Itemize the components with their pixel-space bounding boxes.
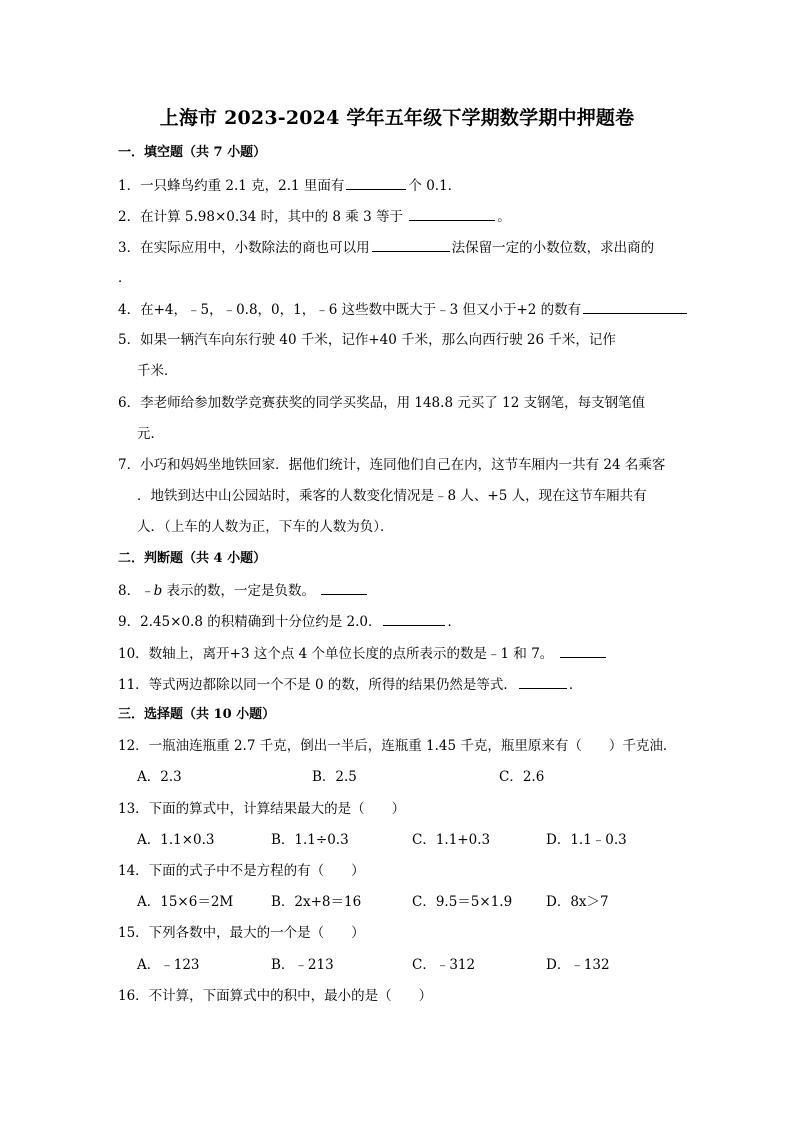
section-judge-heading: 二．判断题（共 4 小题） — [118, 551, 267, 566]
option-14-c[interactable]: C．9.5＝5×1.9 — [412, 894, 513, 910]
question-8: 8．﹣b 表示的数，一定是负数。 — [118, 581, 369, 600]
option-14-a[interactable]: A．15×6＝2M — [137, 894, 234, 910]
question-7-continued: ．地铁到达中山公园站时，乘客的人数变化情况是﹣8 人、+5 人，现在这节车厢共有 — [137, 488, 647, 504]
answer-blank[interactable] — [321, 581, 367, 595]
answer-blank[interactable] — [372, 238, 450, 252]
question-7-continued-2: 人．（上车的人数为正，下车的人数为负）． — [137, 519, 394, 535]
option-12-c[interactable]: C．2.6 — [499, 769, 545, 785]
answer-blank[interactable] — [409, 207, 495, 221]
answer-blank[interactable] — [383, 612, 445, 626]
option-13-b[interactable]: B．1.1÷0.3 — [271, 832, 349, 848]
question-3-continued: ． — [118, 270, 132, 286]
option-15-c[interactable]: C．﹣312 — [412, 957, 476, 973]
option-14-b[interactable]: B．2x+8＝16 — [271, 894, 362, 910]
answer-blank[interactable] — [346, 176, 406, 190]
option-12-b[interactable]: B．2.5 — [312, 769, 357, 785]
question-16: 16．不计算，下面算式中的积中，最小的是（ ） — [118, 988, 433, 1004]
question-2: 2．在计算 5.98×0.34 时，其中的 8 乘 3 等于 。 — [118, 209, 511, 225]
answer-blank[interactable] — [560, 644, 606, 658]
question-14: 14．下面的式子中不是方程的有（ ） — [118, 863, 365, 879]
section-fill-heading: 一．填空题（共 7 小题） — [118, 145, 267, 160]
question-12: 12．一瓶油连瓶重 2.7 千克，倒出一半后，连瓶重 1.45 千克，瓶里原来有（ ）千克油． — [118, 738, 677, 754]
question-4: 4．在+4，﹣5，﹣0.8，0，1，﹣6 这些数中既大于﹣3 但又小于+2 的数有 — [118, 300, 689, 319]
question-1: 1．一只蜂鸟约重 2.1 克，2.1 里面有 个 0.1． — [118, 178, 462, 194]
question-5: 5．如果一辆汽车向东行驶 40 千米，记作+40 千米，那么向西行驶 26 千米，记作 — [118, 332, 616, 348]
option-13-d[interactable]: D．1.1﹣0.3 — [546, 832, 627, 848]
question-11: 11．等式两边都除以同一个不是 0 的数，所得的结果仍然是等式． ． — [118, 677, 583, 693]
option-14-d[interactable]: D．8x＞7 — [546, 894, 609, 910]
option-13-c[interactable]: C．1.1+0.3 — [412, 832, 491, 848]
question-5-continued: 千米． — [137, 363, 178, 379]
question-10: 10．数轴上，离开+3 这个点 4 个单位长度的点所表示的数是﹣1 和 7。 — [118, 644, 608, 663]
question-3: 3．在实际应用中，小数除法的商也可以用 法保留一定的小数位数，求出商的 — [118, 240, 655, 256]
option-15-a[interactable]: A．﹣123 — [137, 957, 200, 973]
question-7: 7．小巧和妈妈坐地铁回家．据他们统计，连同他们自己在内，这节车厢内一共有 24 名乘客 — [118, 457, 666, 473]
answer-blank[interactable] — [519, 675, 567, 689]
option-12-a[interactable]: A．2.3 — [137, 769, 182, 785]
answer-blank[interactable] — [583, 300, 687, 314]
question-6: 6．李老师给参加数学竞赛获奖的同学买奖品，用 148.8 元买了 12 支钢笔，每支钢笔值 — [118, 395, 646, 411]
option-15-d[interactable]: D．﹣132 — [546, 957, 610, 973]
question-13: 13．下面的算式中，计算结果最大的是（ ） — [118, 801, 406, 817]
page-title: 上海市 2023-2024 学年五年级下学期数学期中押题卷 — [159, 107, 635, 129]
option-13-a[interactable]: A．1.1×0.3 — [137, 832, 215, 848]
question-15: 15．下列各数中，最大的一个是（ ） — [118, 925, 365, 941]
option-15-b[interactable]: B．﹣213 — [271, 957, 334, 973]
question-6-continued: 元． — [137, 426, 164, 442]
section-choice-heading: 三．选择题（共 10 小题） — [118, 707, 276, 722]
question-9: 9．2.45×0.8 的积精确到十分位约是 2.0． ． — [118, 614, 461, 630]
